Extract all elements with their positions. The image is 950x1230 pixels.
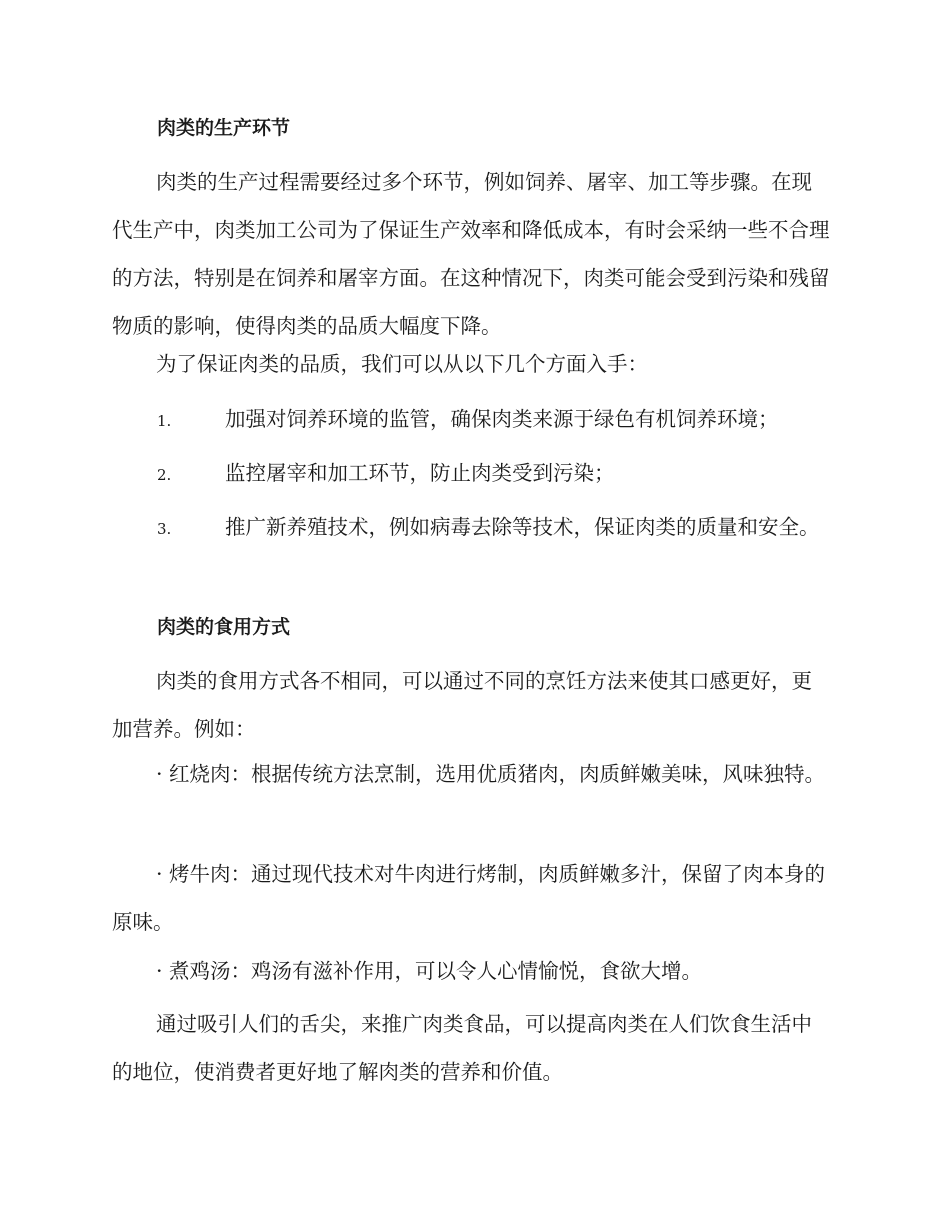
paragraph-production-intro: 肉类的生产过程需要经过多个环节，例如饲养、屠宰、加工等步骤。在现代生产中，肉类加工公司为了保证生产效率和降低成本，有时会采纳一些不合理的方法，特别是在饲养和屠宰方面。在这种情况下，肉类可能会受到污染和残留物质的影响，使得肉类的品质大幅度下降。: [112, 170, 830, 338]
list-number: 3.: [157, 520, 172, 538]
list-item-2: [157, 449, 832, 499]
list-item-3: [112, 503, 832, 553]
list-number: 2.: [157, 466, 172, 484]
list-text: 加强对饲养环境的监管，确保肉类来源于绿色有机饲养环境；: [225, 407, 779, 431]
paragraph-conclusion: 通过吸引人们的舌尖，来推广肉类食品，可以提高肉类在人们饮食生活中的地位，使消费者更好地了解肉类的营养和价值。: [112, 1012, 812, 1084]
list-number: 1.: [157, 412, 172, 430]
list-text: 监控屠宰和加工环节，防止肉类受到污染；: [225, 461, 615, 485]
list-text: 推广新养殖技术，例如病毒去除等技术，保证肉类的质量和安全。: [225, 515, 820, 539]
list-item-1: [157, 395, 832, 445]
paragraph-quality-intro: 为了保证肉类的品质，我们可以从以下几个方面入手：: [156, 352, 648, 376]
section-heading-production: 肉类的生产环节: [157, 117, 291, 139]
bullet-item-3: · 煮鸡汤：鸡汤有滋补作用，可以令人心情愉悦，食欲大增。: [156, 959, 703, 983]
paragraph-consumption-intro: 肉类的食用方式各不相同，可以通过不同的烹饪方法来使其口感更好，更加营养。例如：: [112, 669, 812, 741]
section-heading-consumption: 肉类的食用方式: [157, 616, 291, 638]
bullet-item-2: · 烤牛肉：通过现代技术对牛肉进行烤制，肉质鲜嫩多汁，保留了肉本身的原味。: [112, 862, 826, 934]
bullet-item-1: · 红烧肉：根据传统方法烹制，选用优质猪肉，肉质鲜嫩美味，风味独特。: [156, 762, 826, 786]
